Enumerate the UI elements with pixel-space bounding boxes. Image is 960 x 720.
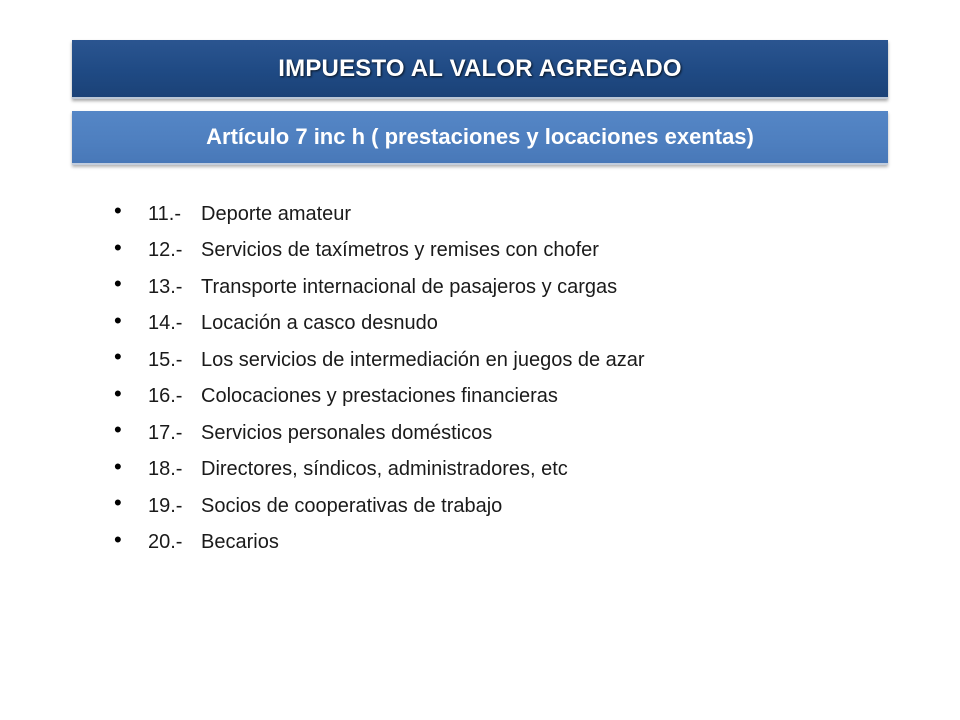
item-label: Colocaciones y prestaciones financieras (201, 385, 558, 408)
list-item (114, 196, 645, 233)
list-item (114, 379, 645, 416)
list-item (114, 306, 645, 343)
bullet-icon: • (114, 453, 122, 479)
item-label: Socios de cooperativas de trabajo (201, 494, 503, 517)
bullet-icon: • (114, 490, 122, 516)
list-item (114, 269, 645, 306)
bullet-icon: • (114, 344, 122, 370)
item-label: Los servicios de intermediación en juegos de azar (201, 348, 645, 371)
item-label: Directores, síndicos, administradores, etc (201, 458, 568, 481)
item-number: 14.- (148, 312, 183, 335)
list-item (114, 233, 645, 270)
item-number: 15.- (148, 348, 183, 371)
item-number: 13.- (148, 275, 183, 298)
bullet-icon: • (114, 271, 122, 297)
item-number: 16.- (148, 385, 183, 408)
item-number: 20.- (148, 531, 183, 554)
bullet-icon: • (114, 198, 122, 224)
bullet-icon: • (114, 380, 122, 406)
bullet-icon: • (114, 307, 122, 333)
list-item (114, 525, 645, 562)
item-label: Deporte amateur (201, 202, 352, 225)
item-number: 11.- (148, 202, 181, 225)
item-number: 18.- (148, 458, 183, 481)
item-label: Becarios (201, 531, 279, 554)
item-label: Servicios personales domésticos (201, 421, 493, 444)
list-item (114, 488, 645, 525)
bullet-icon: • (114, 417, 122, 443)
bullet-icon: • (114, 234, 122, 260)
list-item (114, 452, 645, 489)
item-number: 19.- (148, 494, 183, 517)
bullet-icon: • (114, 526, 122, 552)
subtitle-banner (72, 111, 888, 165)
item-label: Servicios de taxímetros y remises con chofer (201, 239, 599, 262)
item-label: Locación a casco desnudo (201, 312, 438, 335)
list-item (114, 415, 645, 452)
page-subtitle: Artículo 7 inc h ( prestaciones y locaciones exentas) (206, 124, 754, 149)
item-label: Transporte internacional de pasajeros y cargas (201, 275, 618, 298)
exempt-items-list (114, 196, 645, 561)
page-title: IMPUESTO AL VALOR AGREGADO (278, 54, 682, 82)
title-banner (72, 40, 888, 99)
item-number: 12.- (148, 239, 183, 262)
list-item (114, 342, 645, 379)
item-number: 17.- (148, 421, 183, 444)
